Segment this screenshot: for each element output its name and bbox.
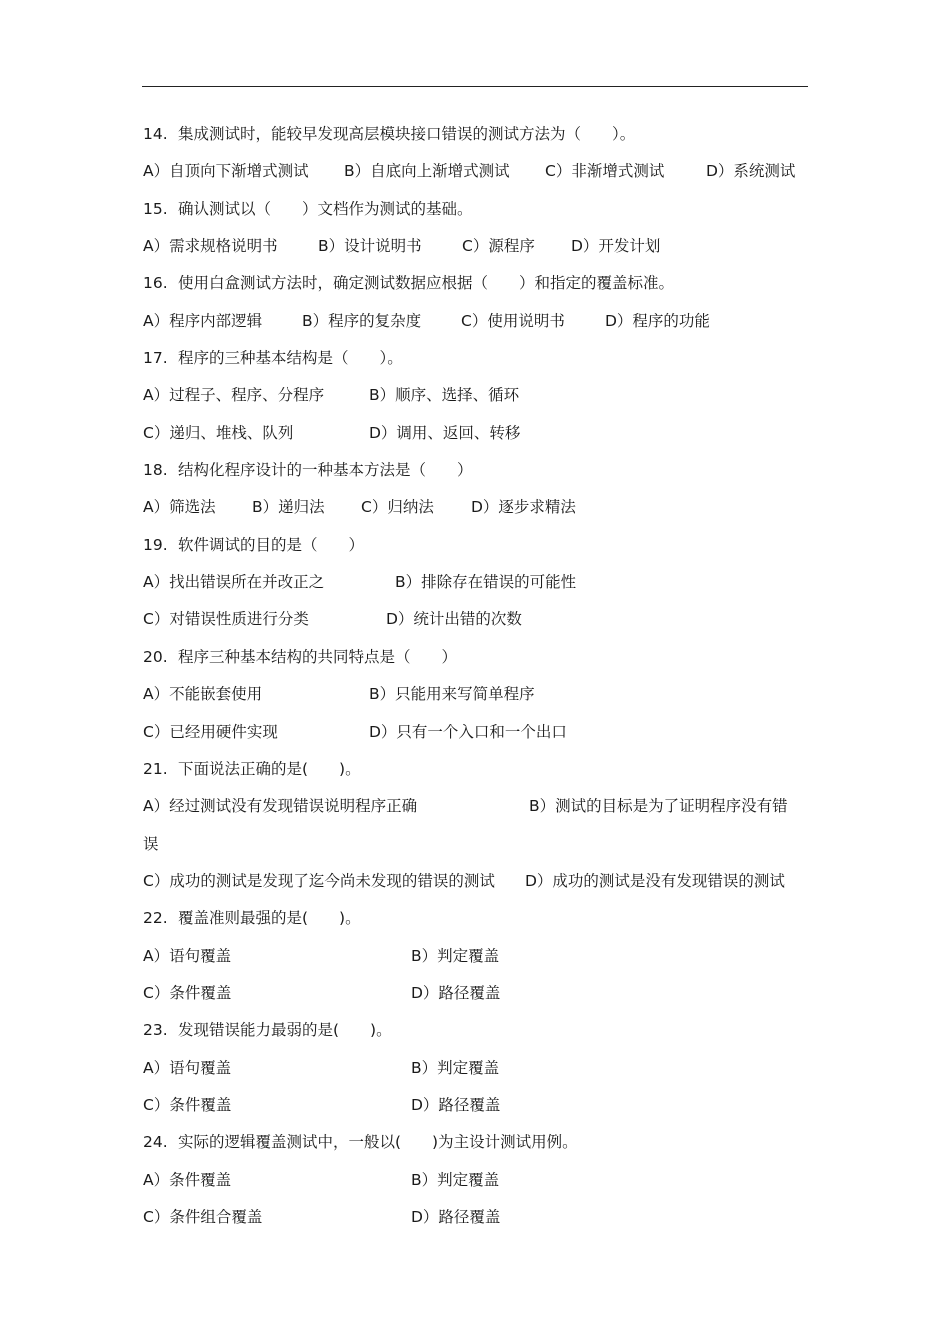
question-24-options-row2 [143, 1203, 813, 1240]
question-18-options [143, 493, 813, 530]
question-number: 15. [143, 199, 168, 218]
question-17-options-row1 [143, 381, 813, 418]
option-d: D）成功的测试是没有发现错误的测试 [525, 871, 785, 890]
question-23-stem [143, 1016, 813, 1053]
option-c: C）源程序 [462, 237, 535, 256]
option-a: A）语句覆盖 [143, 946, 232, 965]
question-number: 16. [143, 274, 168, 293]
question-number: 22. [143, 909, 168, 928]
question-number: 21. [143, 759, 168, 778]
question-17-stem [143, 344, 813, 381]
question-23-options-row1 [143, 1054, 813, 1091]
question-text: 程序的三种基本结构是（ ）。 [178, 349, 403, 368]
option-c: C）成功的测试是发现了迄今尚未发现的错误的测试 [143, 871, 495, 890]
option-c: C）对错误性质进行分类 [143, 610, 309, 629]
question-number: 14. [143, 125, 168, 143]
option-b: B）只能用来写简单程序 [369, 685, 535, 704]
question-text: 发现错误能力最弱的是( )。 [178, 1021, 392, 1040]
option-c: C）递归、堆栈、队列 [143, 423, 294, 442]
option-d: D）统计出错的次数 [386, 610, 522, 629]
option-a: A）过程子、程序、分程序 [143, 386, 325, 405]
question-21-options-row2 [143, 867, 813, 904]
question-22-stem [143, 904, 813, 941]
option-d: D）程序的功能 [605, 311, 710, 330]
question-text: 覆盖准则最强的是( )。 [178, 909, 361, 928]
option-d: D）路径覆盖 [411, 1207, 501, 1226]
question-number: 20. [143, 647, 168, 666]
question-20-options-row2 [143, 718, 813, 755]
question-16-stem [143, 269, 813, 306]
question-17-options-row2 [143, 419, 813, 456]
question-15-stem [143, 195, 813, 232]
option-d: D）只有一个入口和一个出口 [369, 722, 567, 741]
question-number: 24. [143, 1133, 168, 1152]
header-rule [142, 86, 808, 87]
option-b: B）递归法 [252, 498, 325, 517]
question-16-options [143, 307, 813, 344]
option-d: D）路径覆盖 [411, 983, 501, 1002]
question-text: 程序三种基本结构的共同特点是（ ） [178, 647, 458, 666]
option-b: B）顺序、选择、循环 [369, 386, 520, 405]
question-number: 17. [143, 349, 168, 368]
question-list [143, 120, 813, 1240]
question-24-stem [143, 1128, 813, 1165]
question-21-options-row1 [143, 792, 813, 829]
option-c: C）条件覆盖 [143, 1095, 232, 1114]
question-21-stem [143, 755, 813, 792]
option-d: D）调用、返回、转移 [369, 423, 521, 442]
question-number: 23. [143, 1021, 168, 1040]
question-18-stem [143, 456, 813, 493]
option-a: A）经过测试没有发现错误说明程序正确 [143, 797, 418, 816]
option-c: C）条件组合覆盖 [143, 1207, 263, 1226]
question-14-options [143, 157, 813, 194]
option-b-continuation: 误 [143, 834, 159, 853]
question-text: 使用白盒测试方法时，确定测试数据应根据（ ）和指定的覆盖标准。 [178, 274, 675, 293]
option-b: B）判定覆盖 [411, 1058, 500, 1077]
option-c: C）非渐增式测试 [545, 162, 665, 181]
option-b: B）自底向上渐增式测试 [344, 162, 510, 181]
option-b: B）程序的复杂度 [302, 311, 422, 330]
option-a: A）程序内部逻辑 [143, 311, 263, 330]
option-c: C）已经用硬件实现 [143, 722, 278, 741]
option-c: C）使用说明书 [461, 311, 565, 330]
option-b: B）判定覆盖 [411, 1170, 500, 1189]
question-20-stem [143, 643, 813, 680]
question-19-options-row1 [143, 568, 813, 605]
question-text: 软件调试的目的是（ ） [178, 535, 365, 554]
option-d: D）路径覆盖 [411, 1095, 501, 1114]
question-text: 实际的逻辑覆盖测试中，一般以( )为主设计测试用例。 [178, 1133, 578, 1152]
question-23-options-row2 [143, 1091, 813, 1128]
question-text: 下面说法正确的是( )。 [178, 759, 361, 778]
question-22-options-row2 [143, 979, 813, 1016]
option-d: D）开发计划 [571, 237, 661, 256]
option-c: C）条件覆盖 [143, 983, 232, 1002]
question-number: 18. [143, 461, 168, 480]
question-20-options-row1 [143, 680, 813, 717]
question-24-options-row1 [143, 1166, 813, 1203]
question-text: 集成测试时，能较早发现高层模块接口错误的测试方法为（ ）。 [178, 125, 636, 143]
option-a: A）不能嵌套使用 [143, 685, 263, 704]
option-b: B）测试的目标是为了证明程序没有错 [529, 797, 788, 816]
option-a: A）语句覆盖 [143, 1058, 232, 1077]
question-19-stem [143, 531, 813, 568]
question-text: 结构化程序设计的一种基本方法是（ ） [178, 461, 473, 480]
option-c: C）归纳法 [361, 498, 434, 517]
option-b: B）判定覆盖 [411, 946, 500, 965]
question-19-options-row2 [143, 605, 813, 642]
option-b: B）排除存在错误的可能性 [395, 573, 577, 592]
question-text: 确认测试以（ ）文档作为测试的基础。 [178, 199, 473, 218]
question-21-options-wrap [143, 830, 813, 867]
option-a: A）条件覆盖 [143, 1170, 232, 1189]
option-a: A）筛选法 [143, 498, 216, 517]
option-a: A）找出错误所在并改正之 [143, 573, 325, 592]
option-a: A）自顶向下渐增式测试 [143, 162, 309, 181]
question-15-options [143, 232, 813, 269]
option-b: B）设计说明书 [318, 237, 422, 256]
option-a: A）需求规格说明书 [143, 237, 278, 256]
question-14-stem [143, 120, 813, 157]
option-d: D）系统测试 [706, 162, 796, 181]
option-d: D）逐步求精法 [471, 498, 576, 517]
question-22-options-row1 [143, 942, 813, 979]
question-number: 19. [143, 535, 168, 554]
